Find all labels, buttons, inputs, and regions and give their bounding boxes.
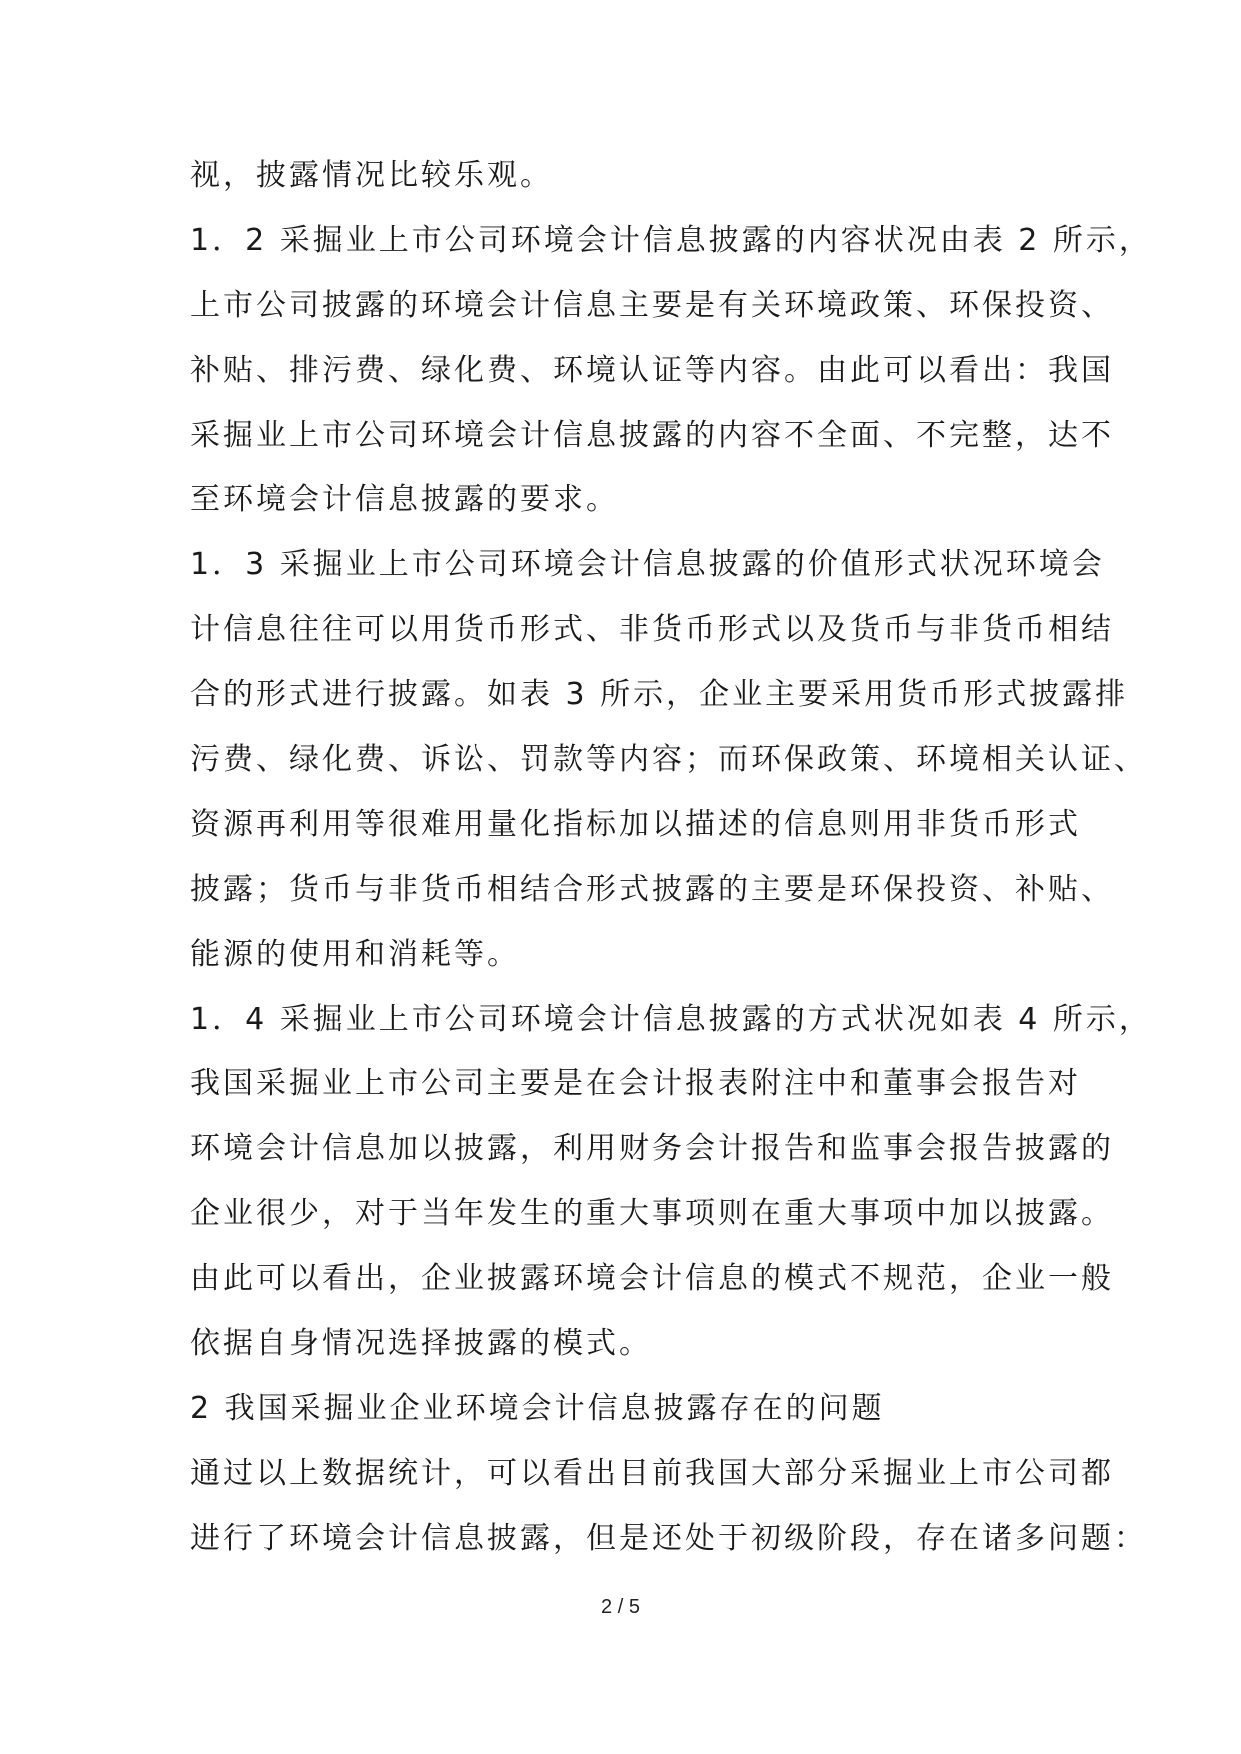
text-line: 污费、绿化费、诉讼、罚款等内容；而环保政策、环境相关认证、: [190, 742, 1147, 778]
text-line: 环境会计信息加以披露，利用财务会计报告和监事会报告披露的: [190, 1131, 1114, 1167]
text-line: 补贴、排污费、绿化费、环境认证等内容。由此可以看出：我国: [190, 352, 1114, 388]
text-line: 由此可以看出，企业披露环境会计信息的模式不规范，企业一般: [190, 1261, 1114, 1297]
section-heading-1-3: 1．3 采掘业上市公司环境会计信息披露的价值形式状况环境会: [190, 547, 1105, 583]
page-number: 2 / 5: [601, 1596, 640, 1618]
section-heading-1-2: 1．2 采掘业上市公司环境会计信息披露的内容状况由表 2 所示，: [190, 222, 1152, 258]
text-line: 至环境会计信息披露的要求。: [190, 482, 619, 518]
text-line: 企业很少，对于当年发生的重大事项则在重大事项中加以披露。: [190, 1196, 1114, 1232]
text-line: 资源再利用等很难用量化指标加以描述的信息则用非货币形式: [190, 806, 1081, 842]
text-line: 通过以上数据统计，可以看出目前我国大部分采掘业上市公司都: [190, 1455, 1114, 1491]
text-line: 计信息往往可以用货币形式、非货币形式以及货币与非货币相结: [190, 612, 1114, 648]
text-line: 依据自身情况选择披露的模式。: [190, 1326, 652, 1362]
text-line: 进行了环境会计信息披露，但是还处于初级阶段，存在诸多问题：: [190, 1520, 1147, 1556]
text-line: 我国采掘业上市公司主要是在会计报表附注中和董事会报告对: [190, 1066, 1081, 1102]
text-line: 上市公司披露的环境会计信息主要是有关环境政策、环保投资、: [190, 287, 1114, 323]
text-line: 采掘业上市公司环境会计信息披露的内容不全面、不完整，达不: [190, 417, 1114, 453]
text-line: 视，披露情况比较乐观。: [190, 158, 553, 193]
text-line: 合的形式进行披露。如表 3 所示，企业主要采用货币形式披露排: [190, 677, 1129, 713]
text-line: 能源的使用和消耗等。: [190, 936, 520, 972]
section-heading-2: 2 我国采掘业企业环境会计信息披露存在的问题: [190, 1390, 885, 1426]
body-text: [190, 158, 1152, 1586]
text-line: 披露；货币与非货币相结合形式披露的主要是环保投资、补贴、: [190, 871, 1114, 907]
section-heading-1-4: 1．4 采掘业上市公司环境会计信息披露的方式状况如表 4 所示，: [190, 1001, 1152, 1037]
